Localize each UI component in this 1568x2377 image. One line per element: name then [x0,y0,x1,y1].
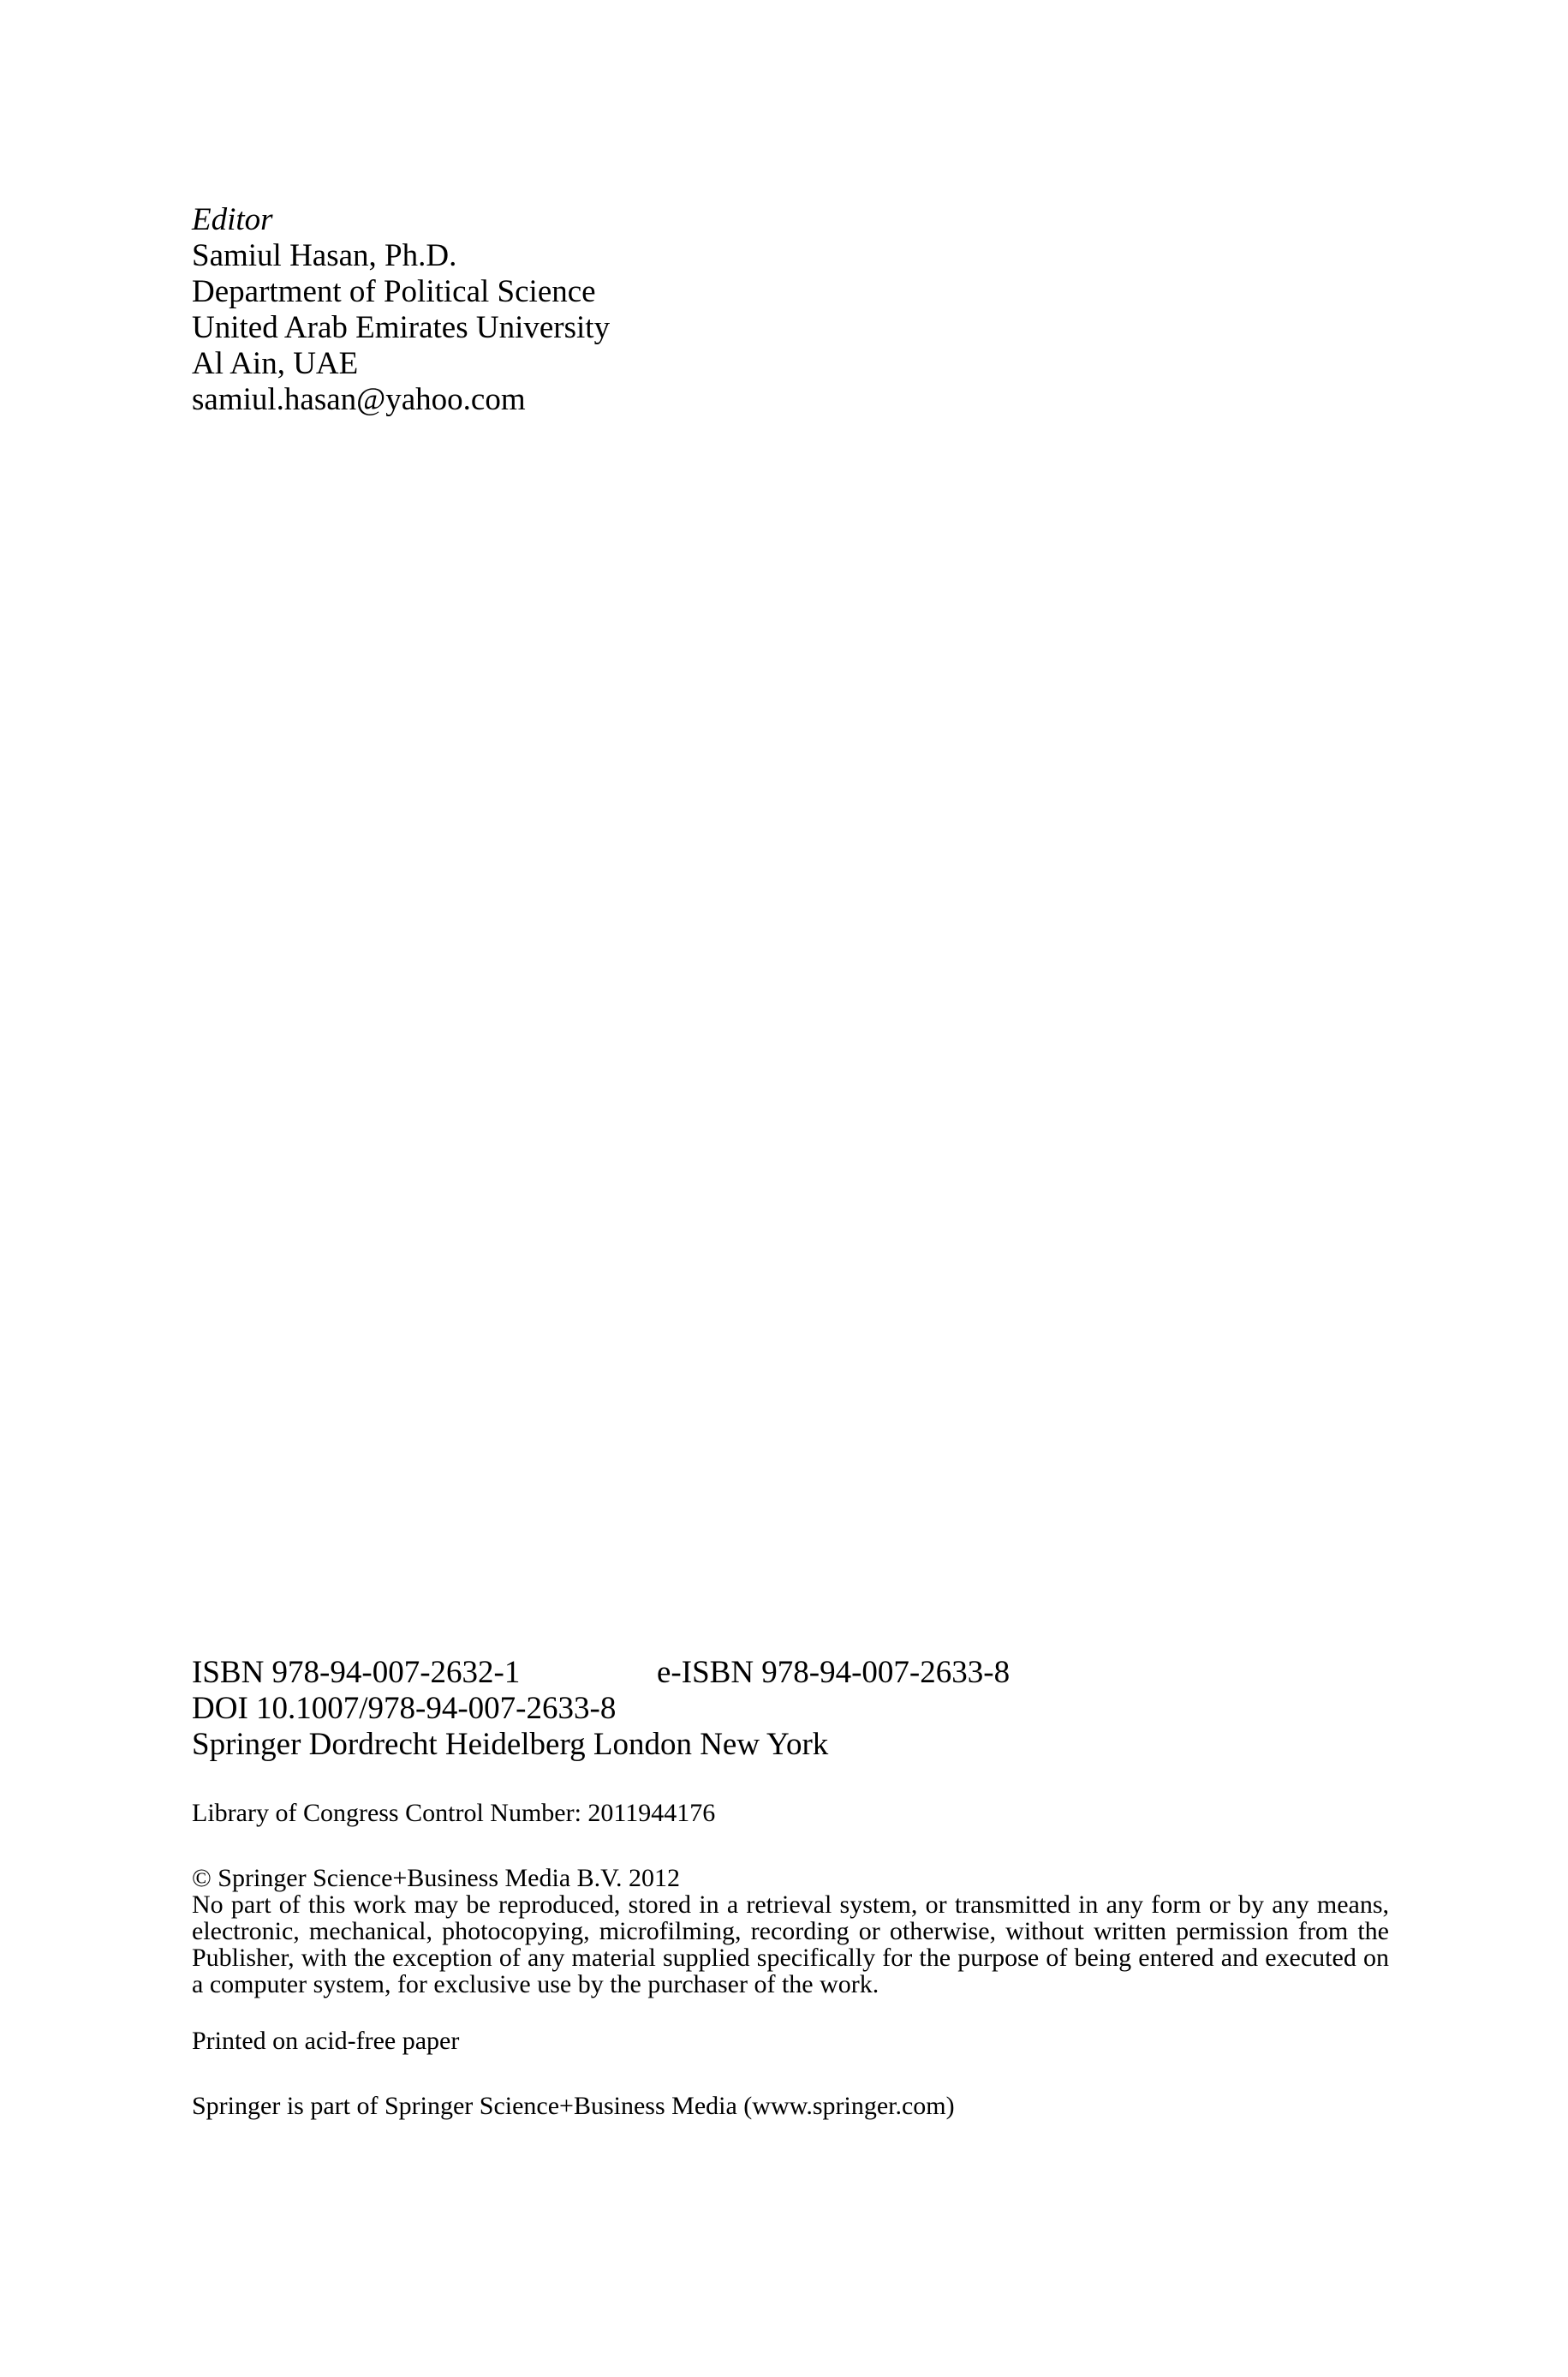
editor-email: samiul.hasan@yahoo.com [192,382,526,417]
editor-name: Samiul Hasan, Ph.D. [192,238,457,273]
editor-department: Department of Political Science [192,274,596,309]
isbn: ISBN 978-94-007-2632-1 [192,1655,521,1690]
copyright-block [192,1865,1389,1998]
library-of-congress-number: Library of Congress Control Number: 2011944176 [192,1799,716,1827]
doi: DOI 10.1007/978-94-007-2633-8 [192,1691,617,1726]
editor-info [192,202,1391,418]
publisher-places: Springer Dordrecht Heidelberg London New York [192,1727,829,1762]
paper-note: Printed on acid-free paper [192,2027,460,2055]
editor-label: Editor [192,202,273,237]
springer-note: Springer is part of Springer Science+Business Media (www.springer.com) [192,2092,955,2120]
copyright-notice: No part of this work may be reproduced, stored in a retrieval system, or transmitted in any form or by any means, electronic, mechanical, photocopying, microfilming, recording or otherwise, without written permission from the Publisher, with the exception of any material supplied specifically for the purpose of being entered and executed on a computer system, for exclusive use by the purchaser of the work. [192,1890,1389,1998]
editor-university: United Arab Emirates University [192,310,611,345]
editor-location: Al Ain, UAE [192,346,359,381]
copyright-line: © Springer Science+Business Media B.V. 2012 [192,1864,680,1892]
eisbn: e-ISBN 978-94-007-2633-8 [657,1655,1011,1690]
isbn-row [192,1655,1391,1691]
imprint-info [192,1655,1391,1763]
